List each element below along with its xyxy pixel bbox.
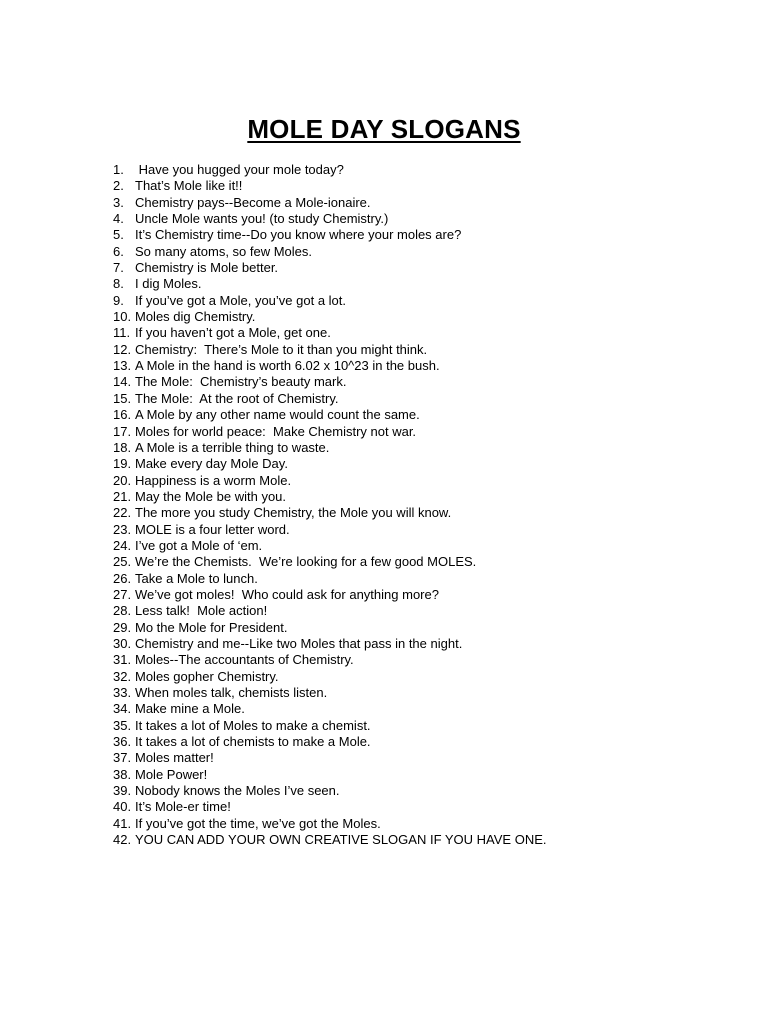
slogan-text: Moles dig Chemistry. [135,309,256,325]
slogan-number: 5. [113,227,124,243]
slogan-number: 22. [113,505,132,521]
slogan-item [113,587,733,603]
slogan-number: 31. [113,652,132,668]
slogan-text: Uncle Mole wants you! (to study Chemistry.) [135,211,389,227]
slogan-text: The Mole: At the root of Chemistry. [135,390,339,406]
slogan-number: 40. [113,799,132,815]
slogan-number: 10. [113,309,132,325]
slogan-text: Moles for world peace: Make Chemistry not war. [135,423,417,439]
slogan-item [113,260,733,276]
slogan-number: 15. [113,390,132,406]
slogan-item [113,718,733,734]
slogan-number: 32. [113,668,132,684]
slogan-item [113,473,733,489]
slogan-text: Take a Mole to lunch. [135,570,258,586]
slogan-item [113,391,733,407]
slogan-number: 11. [113,325,131,341]
slogan-item [113,325,733,341]
slogan-text: It takes a lot of Moles to make a chemist. [135,717,371,733]
slogan-item [113,407,733,423]
slogan-item [113,816,733,832]
slogan-item [113,636,733,652]
slogan-text: I dig Moles. [135,276,202,292]
slogan-number: 12. [113,341,132,357]
slogan-number: 23. [113,521,132,537]
slogan-item [113,178,733,194]
slogan-text: The Mole: Chemistry’s beauty mark. [135,374,347,390]
slogan-number: 42. [113,832,132,848]
slogan-item [113,505,733,521]
slogan-number: 6. [113,243,124,259]
slogan-text: It’s Chemistry time--Do you know where your moles are? [135,227,462,243]
slogan-number: 37. [113,750,132,766]
slogan-text: We’ve got moles! Who could ask for anything more? [135,586,439,602]
slogan-number: 17. [113,423,132,439]
slogan-number: 36. [113,734,132,750]
slogan-number: 41. [113,815,132,831]
slogan-item [113,227,733,243]
slogan-item [113,456,733,472]
slogan-item [113,832,733,848]
slogan-item [113,685,733,701]
slogan-item [113,440,733,456]
slogan-item [113,734,733,750]
slogan-text: If you’ve got the time, we’ve got the Moles. [135,815,381,831]
slogan-text: That’s Mole like it!! [135,178,243,194]
slogan-text: Nobody knows the Moles I’ve seen. [135,783,340,799]
slogan-item [113,424,733,440]
slogan-item [113,195,733,211]
slogan-item [113,799,733,815]
slogan-number: 19. [113,456,132,472]
slogan-item [113,489,733,505]
slogan-item [113,342,733,358]
slogan-item [113,309,733,325]
slogan-number: 18. [113,439,132,455]
slogan-text: It takes a lot of chemists to make a Mole. [135,734,371,750]
slogan-text: MOLE is a four letter word. [135,521,290,537]
slogan-number: 35. [113,717,132,733]
slogan-number: 30. [113,635,132,651]
slogan-item [113,571,733,587]
slogan-number: 24. [113,537,132,553]
slogan-number: 16. [113,407,132,423]
slogan-text: Moles gopher Chemistry. [135,668,279,684]
slogan-item [113,276,733,292]
slogan-item [113,701,733,717]
slogan-item [113,767,733,783]
page-title: MOLE DAY SLOGANS [247,114,521,144]
slogan-number: 21. [113,488,132,504]
slogan-item [113,783,733,799]
slogan-text: Mo the Mole for President. [135,619,288,635]
slogan-item [113,374,733,390]
slogan-item [113,554,733,570]
slogan-number: 38. [113,766,132,782]
slogan-item [113,620,733,636]
slogan-list [113,162,733,848]
slogan-number: 25. [113,554,132,570]
slogan-item [113,522,733,538]
slogan-text: When moles talk, chemists listen. [135,685,328,700]
slogan-item [113,603,733,619]
slogan-number: 20. [113,472,132,488]
slogan-text: The more you study Chemistry, the Mole you will know. [135,505,452,521]
slogan-text: Happiness is a worm Mole. [135,472,292,488]
slogan-item [113,750,733,766]
slogan-text: Mole Power! [135,766,208,782]
slogan-item [113,669,733,685]
slogan-text: So many atoms, so few Moles. [135,243,313,259]
slogan-number: 14. [113,374,132,390]
slogan-number: 2. [113,178,124,194]
slogan-number: 3. [113,194,124,210]
slogan-number: 1. [113,162,124,177]
slogan-text: Make every day Mole Day. [135,456,288,472]
slogan-number: 13. [113,358,132,374]
slogan-text: If you’ve got a Mole, you’ve got a lot. [135,292,347,308]
slogan-text: We’re the Chemists. We’re looking for a few good MOLES. [135,554,477,570]
slogan-text: Make mine a Mole. [135,701,245,717]
slogan-number: 33. [113,685,132,700]
slogan-number: 28. [113,603,132,619]
slogan-text: I’ve got a Mole of ‘em. [135,537,263,553]
slogan-text: Chemistry pays--Become a Mole-ionaire. [135,194,371,210]
slogan-text: A Mole by any other name would count the same. [135,407,420,423]
slogan-text: A Mole in the hand is worth 6.02 x 10^23 in the bush. [135,358,440,374]
slogan-text: Less talk! Mole action! [135,603,268,619]
slogan-item [113,211,733,227]
slogan-text: Chemistry: There’s Mole to it than you might think. [135,341,428,357]
slogan-number: 4. [113,211,124,227]
slogan-text: It’s Mole-er time! [135,799,231,815]
slogan-item [113,293,733,309]
slogan-number: 29. [113,619,132,635]
slogan-number: 26. [113,570,132,586]
slogan-text: A Mole is a terrible thing to waste. [135,439,330,455]
slogan-number: 34. [113,701,132,717]
slogan-text: If you haven’t got a Mole, get one. [135,325,331,341]
slogan-item [113,358,733,374]
slogan-text: May the Mole be with you. [135,488,287,504]
slogan-text: YOU CAN ADD YOUR OWN CREATIVE SLOGAN IF YOU HAVE ONE. [135,832,547,848]
slogan-item [113,538,733,554]
slogan-text: Have you hugged your mole today? [135,162,344,177]
slogan-number: 27. [113,586,132,602]
slogan-number: 39. [113,783,132,799]
slogan-item [113,162,733,178]
slogan-text: Moles--The accountants of Chemistry. [135,652,354,668]
slogan-item [113,244,733,260]
slogan-number: 9. [113,292,124,308]
slogan-text: Chemistry and me--Like two Moles that pass in the night. [135,635,463,651]
slogan-text: Chemistry is Mole better. [135,260,279,276]
slogan-text: Moles matter! [135,750,214,766]
slogan-number: 7. [113,260,124,276]
slogan-number: 8. [113,276,124,292]
slogan-item [113,652,733,668]
